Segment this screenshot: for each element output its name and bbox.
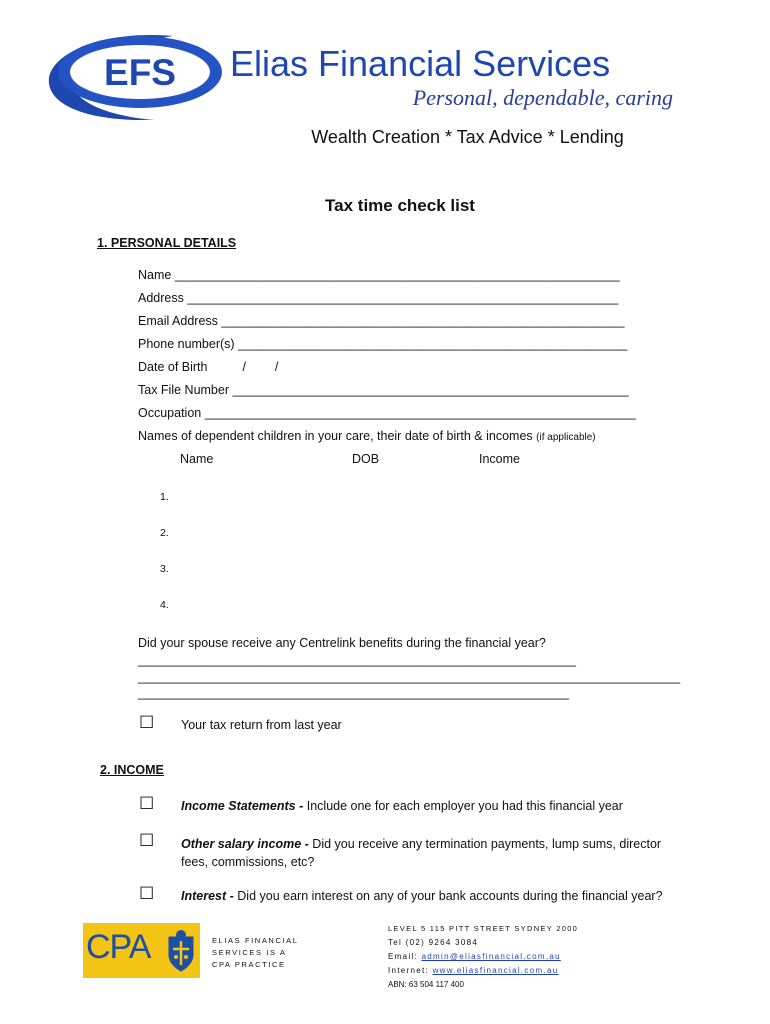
office-phone: Tel (02) 9264 3084	[388, 938, 479, 947]
column-header-income: Income	[479, 452, 520, 466]
address-field[interactable]: Address ______________________________________________________________	[138, 291, 619, 305]
income-item-text: fees, commissions, etc?	[181, 855, 315, 869]
website-link[interactable]: www.eliasfinancial.com.au	[432, 966, 559, 975]
tagline: Wealth Creation * Tax Advice * Lending	[311, 127, 624, 147]
section-income-heading: 2. INCOME	[100, 763, 164, 777]
email-line	[388, 950, 578, 964]
name-field[interactable]: Name ________________________________________________________________	[138, 268, 620, 282]
logo-abbrev: EFS	[104, 52, 176, 93]
income-item-title: Other salary income -	[181, 837, 309, 851]
spouse-question: Did your spouse receive any Centrelink benefits during the financial year?	[138, 636, 546, 650]
cpa-note-line: SERVICES IS A	[212, 948, 287, 957]
website-line	[388, 964, 578, 978]
children-note-text: Names of dependent children in your care, their date of birth & incomes	[138, 429, 533, 443]
efs-logo	[45, 30, 685, 120]
tax-return-label: Your tax return from last year	[181, 718, 342, 732]
income-item-text: Include one for each employer you had this financial year	[303, 799, 623, 813]
cpa-note-line: ELIAS FINANCIAL	[212, 936, 299, 945]
dob-separator: /	[242, 360, 246, 374]
occupation-field[interactable]: Occupation ______________________________________________________________	[138, 406, 636, 420]
income-item-title: Interest -	[181, 889, 234, 903]
company-slogan: Personal, dependable, caring	[412, 85, 673, 110]
email-field[interactable]: Email Address __________________________________________________________	[138, 314, 625, 328]
child-row-number: 1.	[160, 491, 169, 503]
contact-block	[388, 922, 578, 992]
child-row-number: 2.	[160, 527, 169, 539]
income-item-text: Did you receive any termination payments, lump sums, director	[308, 837, 662, 851]
children-note-small: (if applicable)	[536, 432, 596, 443]
cpa-logo	[83, 923, 200, 978]
income-item	[181, 887, 721, 905]
crest-icon	[165, 929, 197, 973]
children-note	[138, 429, 596, 443]
website-label: Internet:	[388, 966, 430, 975]
answer-line[interactable]: _______________________________________________________________	[138, 653, 576, 667]
answer-line[interactable]: ______________________________________________________________	[138, 686, 570, 700]
checkbox-tax-return[interactable]: ☐	[139, 713, 155, 732]
cpa-practice-note	[212, 935, 299, 971]
cpa-note-line: CPA PRACTICE	[212, 960, 286, 969]
dob-field[interactable]	[138, 360, 278, 374]
section-personal-heading: 1. PERSONAL DETAILS	[97, 236, 237, 250]
document-title: Tax time check list	[325, 196, 475, 215]
dob-label: Date of Birth	[138, 360, 208, 374]
office-address: LEVEL 5 115 PITT STREET SYDNEY 2000	[388, 924, 579, 933]
phone-field[interactable]: Phone number(s) ________________________________________________________	[138, 337, 628, 351]
child-row-number: 3.	[160, 563, 169, 575]
email-label: Email:	[388, 952, 419, 961]
income-item	[181, 835, 701, 871]
cpa-logo-text: CPA	[86, 928, 151, 966]
abn: ABN: 63 504 117 400	[388, 980, 464, 989]
checkbox-income-statements[interactable]: ☐	[139, 794, 155, 813]
dob-separator: /	[274, 360, 279, 374]
answer-line[interactable]: ______________________________________________________________________________	[138, 670, 681, 684]
column-header-dob: DOB	[352, 452, 380, 466]
column-header-name: Name	[180, 452, 214, 466]
income-item	[181, 797, 701, 815]
checkbox-interest[interactable]: ☐	[139, 884, 155, 903]
checkbox-other-salary[interactable]: ☐	[139, 831, 155, 850]
email-link[interactable]: admin@eliasfinancial.com.au	[421, 952, 561, 961]
income-item-text: Did you earn interest on any of your bank accounts during the financial year?	[233, 889, 663, 903]
child-row-number: 4.	[160, 599, 169, 611]
tfn-field[interactable]: Tax File Number _________________________________________________________	[138, 383, 629, 397]
company-name: Elias Financial Services	[230, 43, 611, 84]
income-item-title: Income Statements -	[181, 799, 304, 813]
